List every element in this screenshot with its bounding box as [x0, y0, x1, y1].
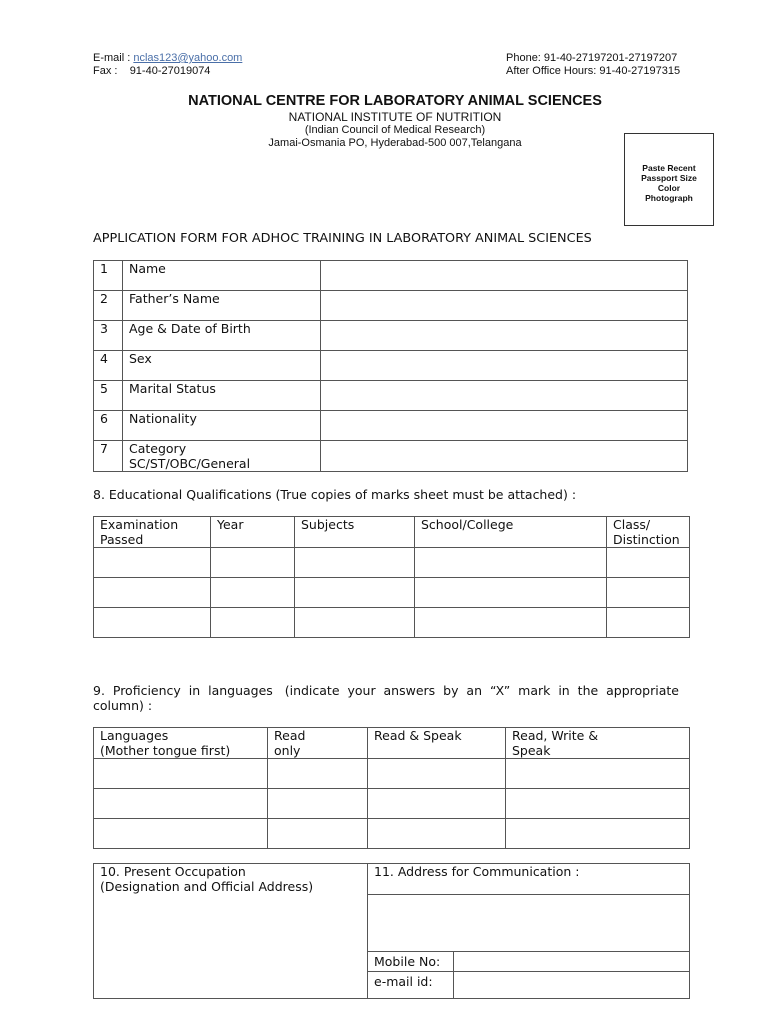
- table-cell[interactable]: [506, 759, 690, 789]
- column-header: Read, Write & Speak: [506, 728, 690, 759]
- mobile-label: Mobile No:: [368, 952, 454, 972]
- table-cell[interactable]: [607, 608, 690, 638]
- email-link[interactable]: nclas123@yahoo.com: [133, 52, 243, 64]
- table-cell[interactable]: [607, 548, 690, 578]
- table-cell[interactable]: [211, 578, 295, 608]
- table-row: [94, 291, 688, 321]
- field-label: Marital Status: [123, 381, 321, 411]
- column-header: Read & Speak: [368, 728, 506, 759]
- field-label: Nationality: [123, 411, 321, 441]
- address-label: 11. Address for Communication :: [374, 864, 580, 879]
- table-row: [94, 759, 690, 789]
- mobile-input[interactable]: [454, 952, 690, 972]
- table-cell[interactable]: [94, 819, 268, 849]
- table-cell[interactable]: [506, 819, 690, 849]
- table-cell[interactable]: [295, 578, 415, 608]
- email-id-input[interactable]: [454, 972, 690, 999]
- table-cell[interactable]: [94, 759, 268, 789]
- table-cell[interactable]: [211, 608, 295, 638]
- table-row: [94, 608, 690, 638]
- after-hours-number: After Office Hours: 91-40-27197315: [506, 65, 681, 77]
- column-header: School/College: [415, 517, 607, 548]
- occupation-address-table: [93, 863, 690, 999]
- personal-details-table: [93, 260, 688, 472]
- photo-line: Color: [657, 182, 681, 193]
- languages-table: [93, 727, 690, 849]
- table-cell[interactable]: [368, 789, 506, 819]
- table-row: [94, 321, 688, 351]
- email-id-label: e-mail id:: [368, 972, 454, 999]
- table-cell[interactable]: [268, 819, 368, 849]
- father-name-input[interactable]: [321, 291, 688, 321]
- name-input[interactable]: [321, 261, 688, 291]
- table-cell[interactable]: [268, 789, 368, 819]
- nationality-input[interactable]: [321, 411, 688, 441]
- languages-heading-line2: column) :: [93, 698, 153, 713]
- table-cell[interactable]: [415, 548, 607, 578]
- sex-input[interactable]: [321, 351, 688, 381]
- field-label: Name: [123, 261, 321, 291]
- table-cell[interactable]: [94, 789, 268, 819]
- column-header: Read only: [268, 728, 368, 759]
- category-options: SC/ST/OBC/General: [129, 456, 251, 471]
- table-cell[interactable]: [415, 608, 607, 638]
- email-line: [93, 52, 242, 65]
- table-row: [94, 578, 690, 608]
- education-heading: 8. Educational Qualifications (True copies of marks sheet must be attached) :: [93, 487, 577, 502]
- column-header: Class/ Distinction: [607, 517, 690, 548]
- fax-number: 91-40-27019074: [129, 65, 211, 77]
- address-label-cell: [368, 864, 690, 895]
- column-header: Year: [211, 517, 295, 548]
- table-row: [94, 411, 688, 441]
- photo-line: Passport Size: [641, 172, 697, 183]
- row-number: 4: [94, 351, 123, 381]
- row-number: 2: [94, 291, 123, 321]
- occupation-cell[interactable]: [94, 864, 368, 999]
- row-number: 5: [94, 381, 123, 411]
- table-row: [94, 864, 690, 895]
- occupation-sublabel: (Designation and Official Address): [100, 879, 314, 894]
- field-label: Age & Date of Birth: [123, 321, 321, 351]
- table-cell[interactable]: [295, 548, 415, 578]
- row-number: 3: [94, 321, 123, 351]
- photo-line: Photograph: [645, 192, 693, 203]
- languages-heading-line1: 9. Proficiency in languages (indicate your answers by an “X” mark in the appropriate: [93, 683, 679, 698]
- field-label: Father’s Name: [123, 291, 321, 321]
- table-row: [94, 441, 688, 472]
- form-title: APPLICATION FORM FOR ADHOC TRAINING IN LABORATORY ANIMAL SCIENCES: [93, 231, 592, 246]
- row-number: 1: [94, 261, 123, 291]
- table-row: [94, 261, 688, 291]
- table-cell[interactable]: [268, 759, 368, 789]
- table-row: [94, 819, 690, 849]
- occupation-label: 10. Present Occupation: [100, 864, 246, 879]
- institution-parent: NATIONAL INSTITUTE OF NUTRITION: [288, 110, 502, 124]
- address-input[interactable]: [368, 895, 690, 952]
- table-cell[interactable]: [94, 608, 211, 638]
- fax-label: Fax :: [93, 65, 118, 77]
- table-row: [94, 351, 688, 381]
- row-number: 6: [94, 411, 123, 441]
- table-cell[interactable]: [295, 608, 415, 638]
- row-number: 7: [94, 441, 123, 472]
- category-input[interactable]: [321, 441, 688, 472]
- category-label: Category: [129, 441, 187, 456]
- table-row: [94, 789, 690, 819]
- table-cell[interactable]: [415, 578, 607, 608]
- field-label: [123, 441, 321, 472]
- age-dob-input[interactable]: [321, 321, 688, 351]
- education-table: [93, 516, 690, 638]
- photo-box[interactable]: [624, 133, 714, 226]
- field-label: Sex: [123, 351, 321, 381]
- column-header: Examination Passed: [94, 517, 211, 548]
- column-header: Subjects: [295, 517, 415, 548]
- table-header-row: [94, 517, 690, 548]
- table-cell[interactable]: [506, 789, 690, 819]
- phone-number: Phone: 91-40-27197201-27197207: [506, 52, 678, 64]
- institution-council: (Indian Council of Medical Research): [304, 124, 486, 136]
- photo-line: Paste Recent: [642, 162, 696, 173]
- institution-name: NATIONAL CENTRE FOR LABORATORY ANIMAL SCIENCES: [188, 93, 602, 109]
- table-cell[interactable]: [94, 548, 211, 578]
- fax-line: [93, 65, 210, 78]
- email-label: E-mail :: [93, 52, 131, 64]
- marital-status-input[interactable]: [321, 381, 688, 411]
- table-row: [94, 548, 690, 578]
- table-header-row: [94, 728, 690, 759]
- table-row: [94, 381, 688, 411]
- table-cell[interactable]: [368, 819, 506, 849]
- table-cell[interactable]: [211, 548, 295, 578]
- table-cell[interactable]: [94, 578, 211, 608]
- table-cell[interactable]: [368, 759, 506, 789]
- table-cell[interactable]: [607, 578, 690, 608]
- column-header: Languages (Mother tongue first): [94, 728, 268, 759]
- institution-address: Jamai-Osmania PO, Hyderabad-500 007,Telangana: [268, 137, 522, 149]
